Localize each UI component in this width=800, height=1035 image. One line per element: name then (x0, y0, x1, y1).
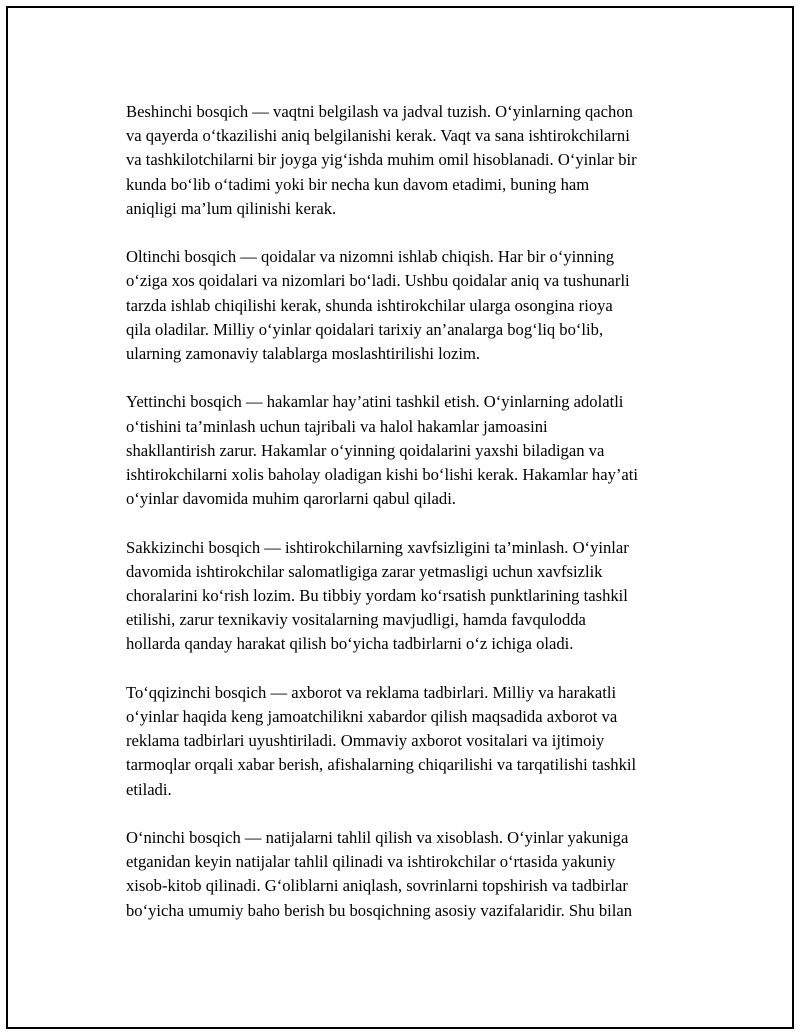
text-line: hollarda qanday harakat qilish bo‘yicha tadbirlarni o‘z ichiga oladi. (126, 634, 574, 654)
page-frame (6, 6, 794, 1029)
paragraph-beshinchi-bosqich (126, 100, 696, 221)
text-line: ularning zamonaviy talablarga moslashtirilishi lozim. (126, 344, 481, 364)
text-line: reklama tadbirlari uyushtiriladi. Ommaviy axborot vositalari va ijtimoiy (126, 731, 605, 751)
text-line: davomida ishtirokchilar salomatligiga zarar yetmasligi uchun xavfsizlik (126, 561, 603, 581)
text-line: va tashkilotchilarni bir joyga yig‘ishda muhim omil hisoblanadi. O‘yinlar bir (126, 150, 637, 170)
text-line: shakllantirish zarur. Hakamlar o‘yinning qoidalarini yaxshi biladigan va (126, 440, 605, 460)
document-body (126, 100, 696, 947)
text-line: etiladi. (126, 779, 172, 799)
text-line: o‘yinlar haqida keng jamoatchilikni xabardor qilish maqsadida axborot va (126, 707, 618, 727)
text-line: Sakkizinchi bosqich — ishtirokchilarning xavfsizligini ta’minlash. O‘yinlar (126, 537, 629, 557)
text-line: tarmoqlar orqali xabar berish, afishalarning chiqarilishi va tarqatilishi tashkil (126, 755, 637, 775)
paragraph-sakkizinchi-bosqich (126, 536, 696, 657)
text-line: etilishi, zarur texnikaviy vositalarning mavjudligi, hamda favqulodda (126, 610, 586, 630)
text-line: aniqligi ma’lum qilinishi kerak. (126, 198, 337, 218)
paragraph-oninchi-bosqich (126, 826, 696, 923)
text-line: kunda bo‘lib o‘tadimi yoki bir necha kun davom etadimi, buning ham (126, 174, 590, 194)
text-line: o‘tishini ta’minlash uchun tajribali va halol hakamlar jamoasini (126, 416, 548, 436)
text-line: Oltinchi bosqich — qoidalar va nizomni ishlab chiqish. Har bir o‘yinning (126, 247, 615, 267)
paragraph-toqqizinchi-bosqich (126, 681, 696, 802)
text-line: o‘yinlar davomida muhim qarorlarni qabul qiladi. (126, 489, 456, 509)
text-line: xisob-kitob qilinadi. G‘oliblarni aniqlash, sovrinlarni topshirish va tadbirlar (126, 876, 628, 896)
text-line: To‘qqizinchi bosqich — axborot va reklama tadbirlari. Milliy va harakatli (126, 682, 617, 702)
text-line: qila oladilar. Milliy o‘yinlar qoidalari tarixiy an’analarga bog‘liq bo‘lib, (126, 319, 604, 339)
text-line: Yettinchi bosqich — hakamlar hay’atini tashkil etish. O‘yinlarning adolatli (126, 392, 624, 412)
paragraph-yettinchi-bosqich (126, 390, 696, 511)
text-line: o‘ziga xos qoidalari va nizomlari bo‘ladi. Ushbu qoidalar aniq va tushunarli (126, 271, 630, 291)
text-line: etganidan keyin natijalar tahlil qilinadi va ishtirokchilar o‘rtasida yakuniy (126, 852, 616, 872)
text-line: Beshinchi bosqich — vaqtni belgilash va jadval tuzish. O‘yinlarning qachon (126, 102, 633, 121)
text-line: ishtirokchilarni xolis baholay oladigan kishi bo‘lishi kerak. Hakamlar hay’ati (126, 465, 638, 485)
text-line: va qayerda o‘tkazilishi aniq belgilanishi kerak. Vaqt va sana ishtirokchilarni (126, 126, 630, 146)
text-line: O‘ninchi bosqich — natijalarni tahlil qilish va xisoblash. O‘yinlar yakuniga (126, 828, 629, 848)
text-line: bo‘yicha umumiy baho berish bu bosqichning asosiy vazifalaridir. Shu bilan (126, 900, 633, 920)
paragraph-oltinchi-bosqich (126, 245, 696, 366)
text-line: tarzda ishlab chiqilishi kerak, shunda ishtirokchilar ularga osongina rioya (126, 295, 613, 315)
text-line: choralarini ko‘rish lozim. Bu tibbiy yordam ko‘rsatish punktlarining tashkil (126, 586, 628, 606)
